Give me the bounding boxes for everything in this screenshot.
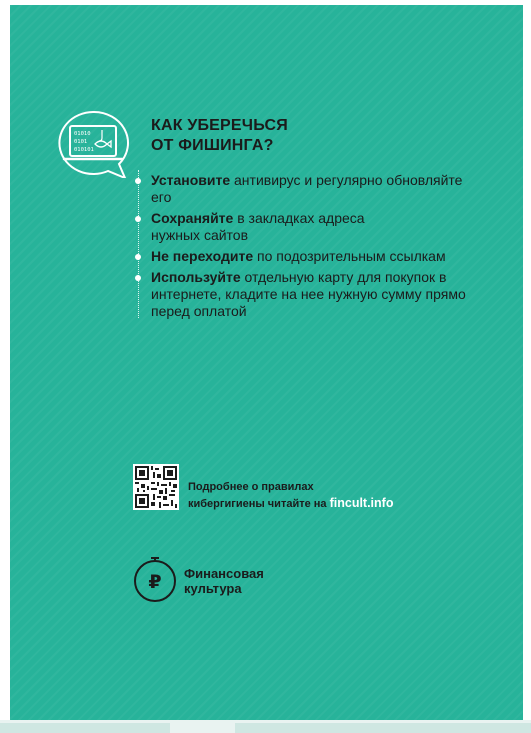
- tip-bold: Установите: [151, 172, 231, 188]
- logo-wordmark: [184, 566, 304, 596]
- tip-text: по подозрительным ссылкам: [253, 248, 446, 264]
- title-line-2: ОТ ФИШИНГА?: [151, 137, 274, 154]
- logo-line-2: культура: [184, 581, 242, 596]
- bottom-strip: [0, 720, 531, 733]
- screen-code-line: 01010: [74, 131, 91, 137]
- monitor-fish-icon: [52, 108, 134, 178]
- qr-caption-line: кибергигиены читайте на: [188, 498, 330, 510]
- title-line-1: КАК УБЕРЕЧЬСЯ: [151, 117, 288, 134]
- bullet-dot: [135, 216, 141, 222]
- fincult-link[interactable]: fincult.info: [329, 496, 394, 510]
- qr-caption-line: Подробнее о правилах: [188, 481, 314, 493]
- tip-text: антивирус и регулярно обновляйте его: [151, 172, 463, 205]
- bullet-dot: [135, 178, 141, 184]
- screen-code-line: 0101: [74, 139, 88, 145]
- tip-text: в закладках адреса нужных сайтов: [151, 210, 365, 243]
- qr-caption: [188, 479, 488, 512]
- tip-item: [151, 210, 391, 244]
- tip-bold: Сохраняйте: [151, 210, 234, 226]
- bullet-dot: [135, 254, 141, 260]
- tip-item: [151, 269, 471, 320]
- tip-text: отдельную карту для покупок в интернете, кладите на нее нужную сумму прямо перед оплатой: [151, 269, 466, 319]
- tip-bold: Используйте: [151, 269, 241, 285]
- ruble-symbol: ₽: [148, 571, 162, 593]
- tips-divider-line: [138, 170, 139, 318]
- ruble-clock-logo-icon: [132, 557, 178, 603]
- bottom-strip-segment: [0, 723, 170, 733]
- qr-code[interactable]: [133, 464, 179, 510]
- tip-item: [151, 248, 491, 265]
- screen-code-line: 010101: [74, 147, 94, 153]
- bottom-strip-segment: [235, 723, 531, 733]
- page-title: [151, 116, 431, 156]
- logo-line-1: Финансовая: [184, 566, 264, 581]
- tip-bold: Не переходите: [151, 248, 254, 264]
- tip-item: [151, 172, 481, 206]
- bullet-dot: [135, 275, 141, 281]
